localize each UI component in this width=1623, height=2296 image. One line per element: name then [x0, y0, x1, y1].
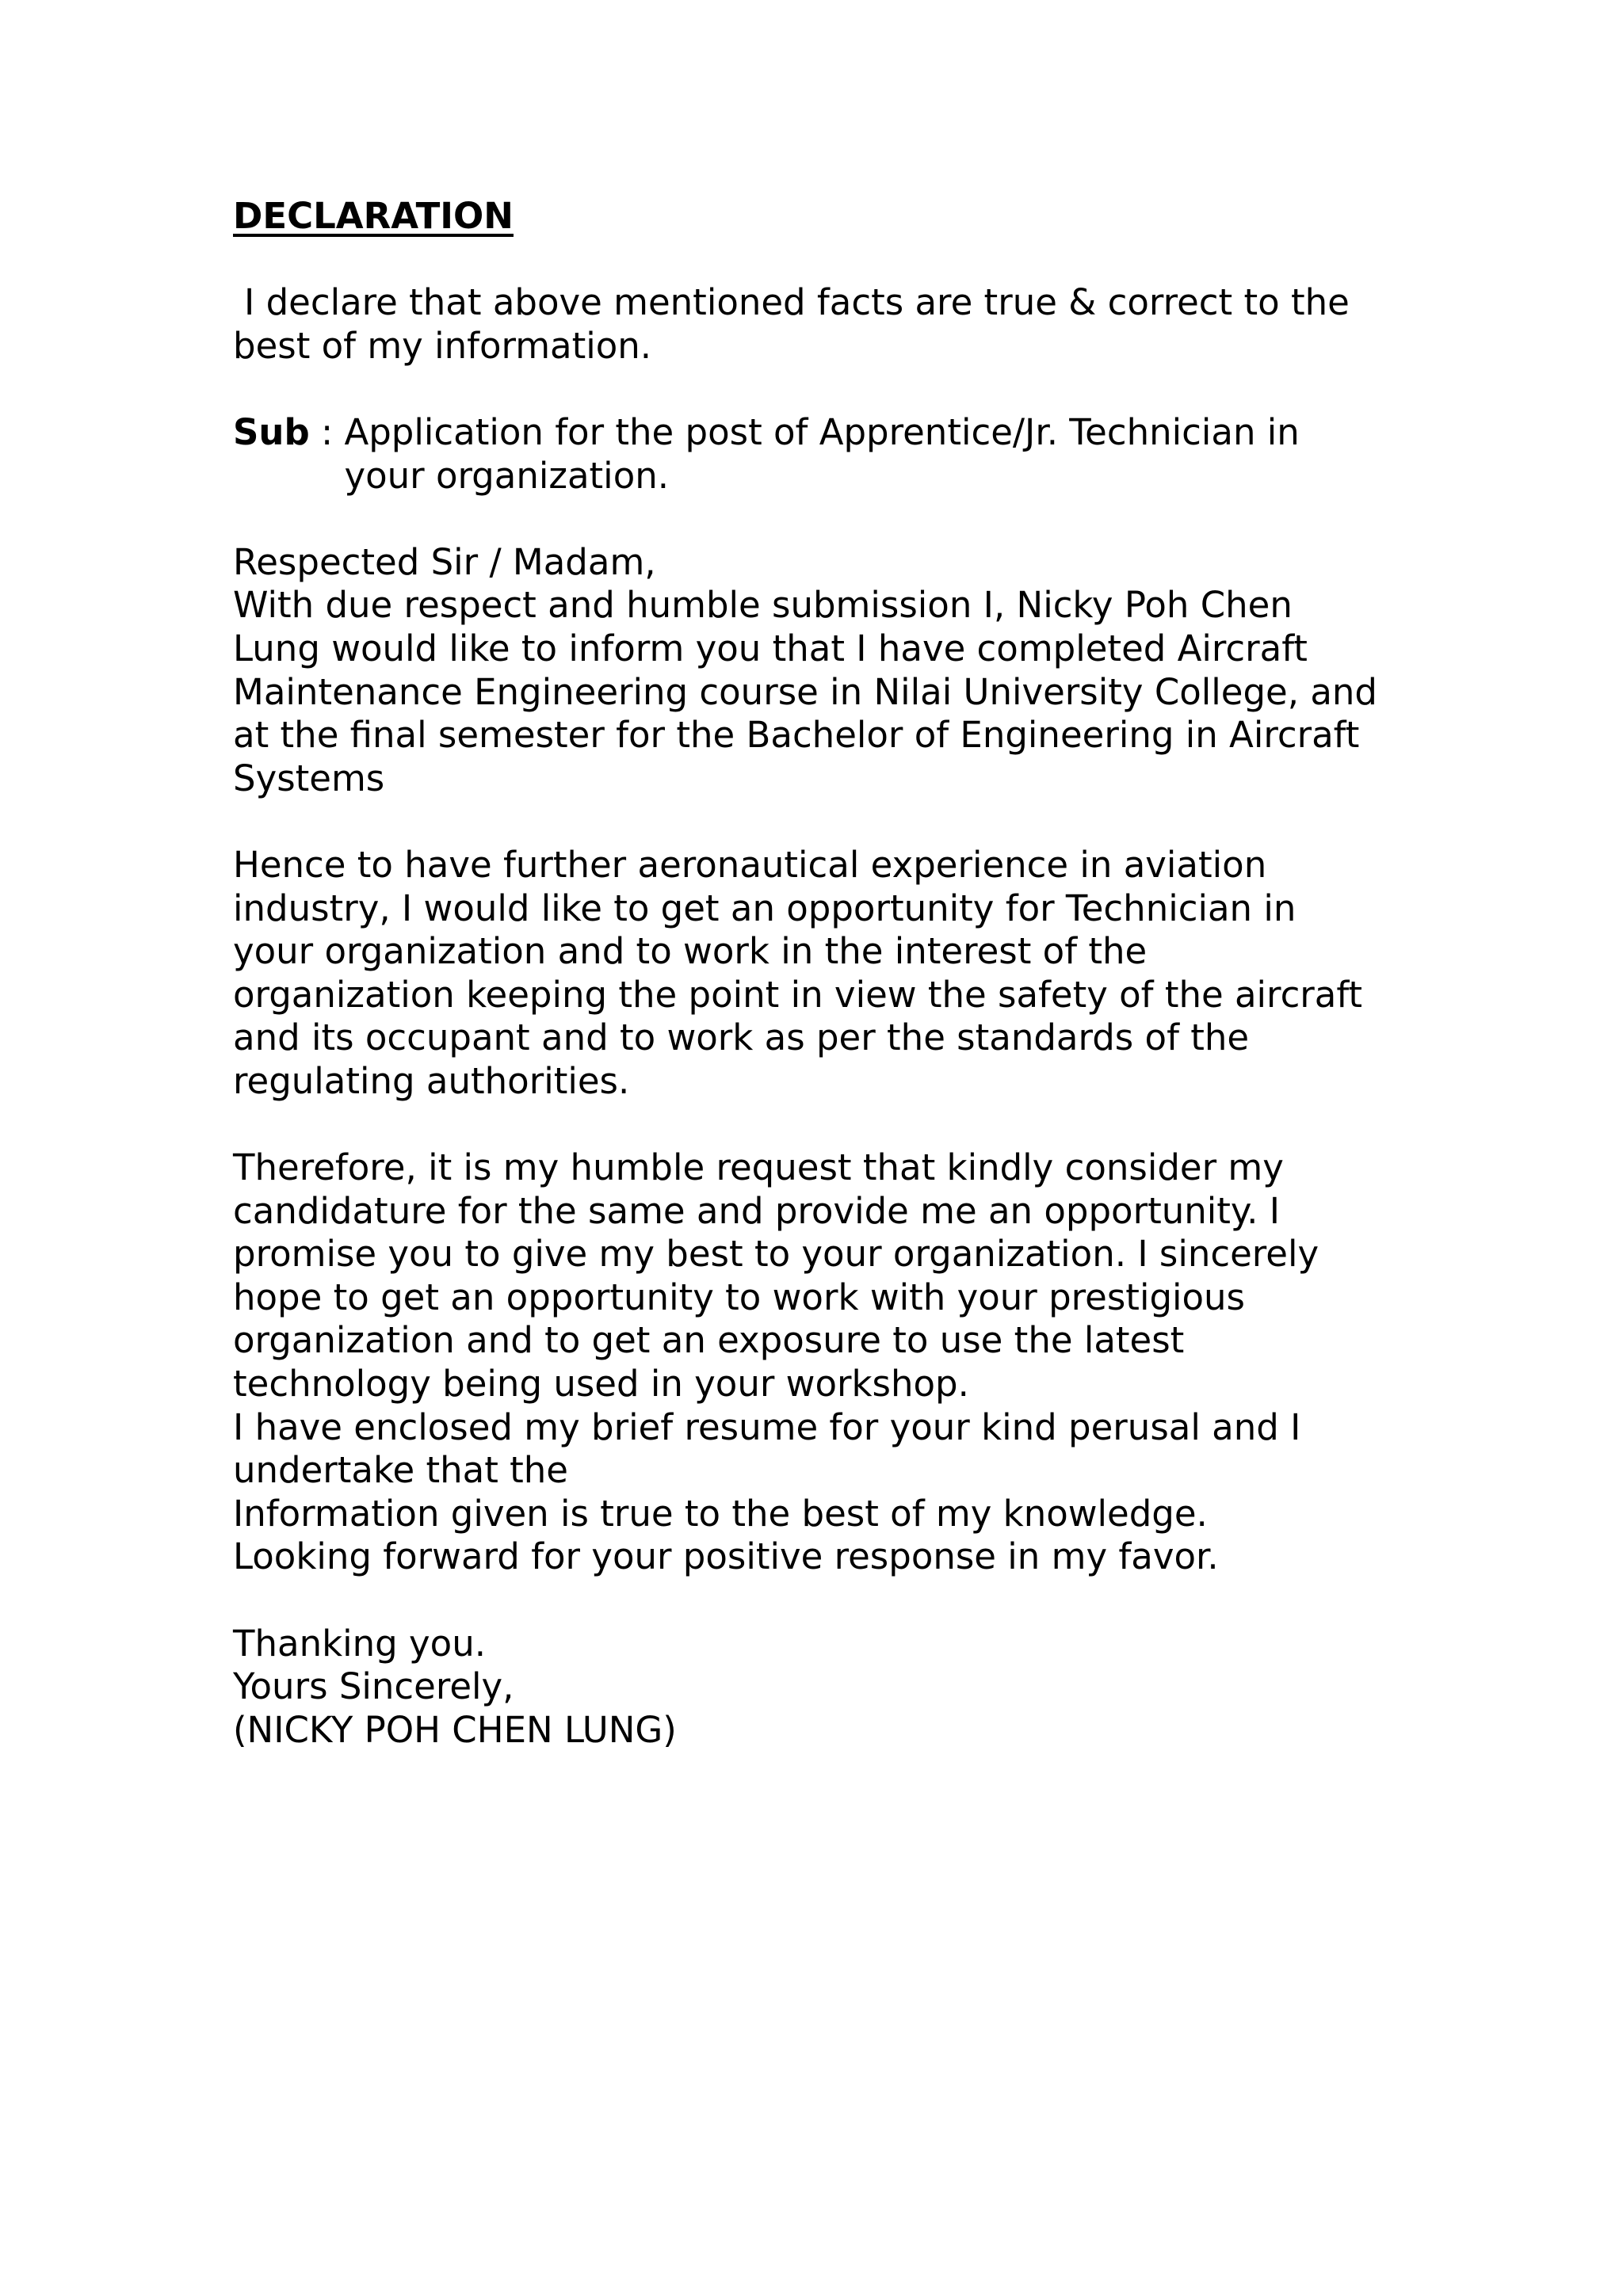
- paragraph-gap: [233, 368, 1398, 411]
- paragraph-line: organization keeping the point in view the safety of the aircraft: [233, 973, 1363, 1016]
- paragraph-introduction: [233, 584, 1398, 800]
- closing-block: [233, 1623, 1398, 1753]
- subject-text-line: your organization.: [344, 454, 670, 497]
- paragraph-line: Lung would like to inform you that I have completed Aircraft: [233, 627, 1308, 669]
- paragraph-line: technology being used in your workshop.: [233, 1363, 969, 1405]
- paragraph-gap: [233, 498, 1398, 541]
- paragraph-line: I have enclosed my brief resume for your kind perusal and I: [233, 1405, 1301, 1448]
- paragraph-line: regulating authorities.: [233, 1059, 630, 1102]
- declaration-heading: DECLARATION: [233, 195, 514, 237]
- paragraph-line: Information given is true to the best of my knowledge.: [233, 1492, 1208, 1535]
- declaration-line: I declare that above mentioned facts are true & correct to the: [244, 281, 1350, 324]
- letter-body: [233, 195, 1398, 1752]
- paragraph-experience: [233, 844, 1398, 1104]
- closing-thanks: Thanking you.: [233, 1622, 487, 1665]
- subject-line: [233, 411, 1398, 498]
- paragraph-line: organization and to get an exposure to use the latest: [233, 1319, 1185, 1362]
- paragraph-line: hope to get an opportunity to work with your prestigious: [233, 1276, 1246, 1318]
- paragraph-line: candidature for the same and provide me an opportunity. I: [233, 1189, 1280, 1232]
- paragraph-line: undertake that the: [233, 1449, 568, 1492]
- paragraph-line: Systems: [233, 757, 385, 799]
- paragraph-gap: [233, 1579, 1398, 1623]
- paragraph-request: [233, 1146, 1398, 1579]
- subject-label: Sub: [233, 410, 310, 453]
- paragraph-gap: [233, 800, 1398, 844]
- subject-text-line: Application for the post of Apprentice/Jr. Technician in: [344, 410, 1300, 453]
- paragraph-line: industry, I would like to get an opportunity for Technician in: [233, 887, 1296, 929]
- paragraph-line: Looking forward for your positive response in my favor.: [233, 1535, 1219, 1578]
- paragraph-line: With due respect and humble submission I, Nicky Poh Chen: [233, 584, 1293, 627]
- declaration-statement: [233, 281, 1398, 368]
- closing-signoff: Yours Sincerely,: [233, 1665, 514, 1708]
- paragraph-line: Hence to have further aeronautical experience in aviation: [233, 843, 1267, 886]
- declaration-line: best of my information.: [233, 324, 652, 367]
- signatory-name: (NICKY POH CHEN LUNG): [233, 1708, 677, 1751]
- salutation: Respected Sir / Madam,: [233, 540, 656, 583]
- paragraph-line: promise you to give my best to your organization. I sincerely: [233, 1233, 1319, 1276]
- paragraph-line: Maintenance Engineering course in Nilai University College, and: [233, 670, 1377, 713]
- paragraph-line: and its occupant and to work as per the standards of the: [233, 1016, 1250, 1059]
- subject-separator: :: [309, 410, 345, 453]
- paragraph-line: your organization and to work in the interest of the: [233, 930, 1148, 973]
- paragraph-line: at the final semester for the Bachelor of Engineering in Aircraft: [233, 714, 1360, 757]
- paragraph-line: Therefore, it is my humble request that kindly consider my: [233, 1146, 1284, 1189]
- paragraph-gap: [233, 1103, 1398, 1146]
- subject-text: [344, 411, 1335, 498]
